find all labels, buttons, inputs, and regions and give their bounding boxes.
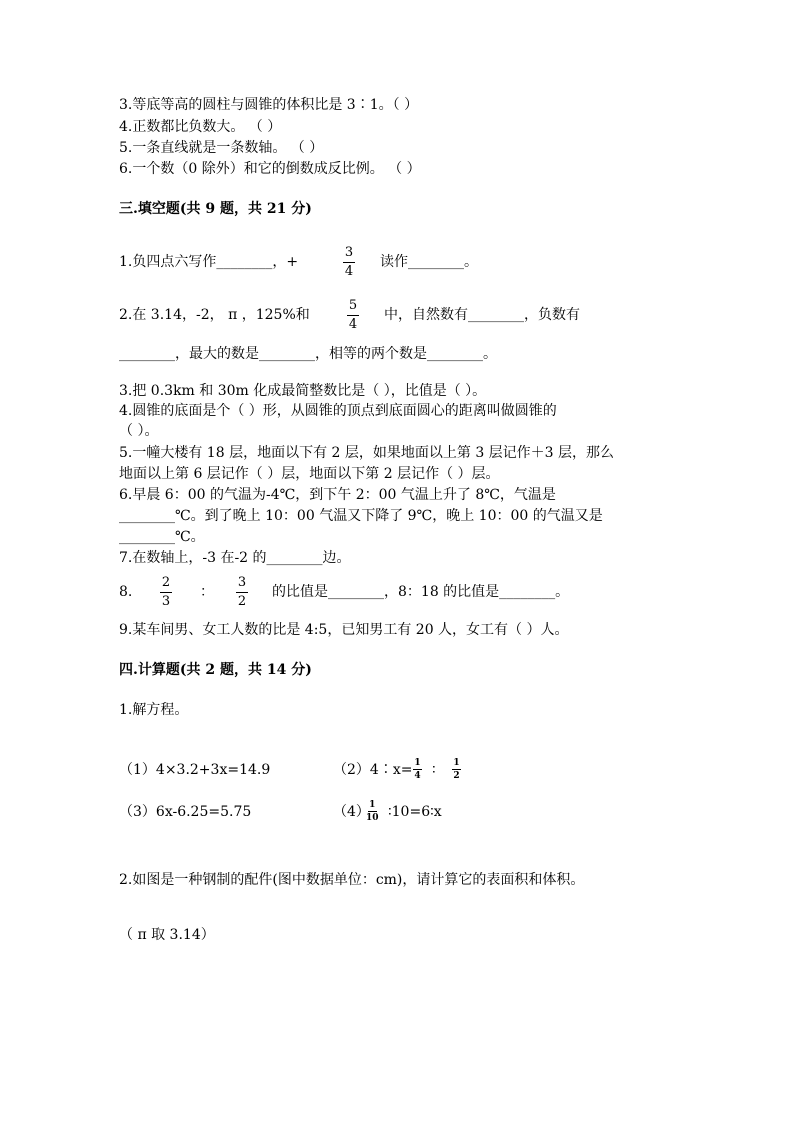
equation-2-part-a: （2）4∶x= [333,762,413,778]
fraction-1-4 [413,758,422,781]
fraction-denominator: 4 [344,264,354,279]
fill-question-1-part-a: 1.负四点六写作________，+ [119,254,299,270]
fill-question-9: 9.某车间男、女工人数的比是 4:5，已知男工有 20 人，女工有（ ）人。 [119,622,569,638]
calc-question-1: 1.解方程。 [119,702,189,718]
fraction-denominator: 2 [453,771,460,781]
fill-question-2-part-b: 中，自然数有________，负数有 [384,307,580,323]
fill-question-8-number: 8. [119,584,133,600]
fraction-numerator: 1 [369,800,376,810]
fill-question-6-line-1: 6.早晨 6：00 的气温为-4℃，到下午 2：00 气温上升了 8℃，气温是 [119,487,556,503]
fill-question-5-line-1: 5.一幢大楼有 18 层，地面以下有 2 层，如果地面以上第 3 层记作＋3 层，那么 [119,445,615,461]
fraction-bar [160,592,172,593]
judge-question-4: 4.正数都比负数大。 （ ） [119,119,282,135]
fill-question-4-line-2: （ ）。 [119,423,159,439]
fraction-bar [347,315,359,316]
fraction-bar [452,769,461,770]
fraction-numerator: 3 [344,245,354,260]
equation-4-part-b: ∶10=6∶x [388,804,442,820]
fraction-numerator: 5 [348,298,358,313]
fraction-denominator: 3 [161,594,171,609]
fraction-numerator: 2 [161,575,171,590]
fraction-numerator: 3 [237,575,247,590]
fill-question-2-part-c: ________，最大的数是________，相等的两个数是________。 [119,346,497,362]
fraction-3-2 [236,576,248,609]
fill-question-6-line-2: ________℃。到了晚上 10：00 气温又下降了 9℃，晚上 10：00 的气温又是 [119,508,603,524]
judge-question-3: 3.等底等高的圆柱与圆锥的体积比是 3∶1。（ ） [119,97,419,113]
fraction-denominator: 4 [414,771,421,781]
judge-question-6: 6.一个数（0 除外）和它的倒数成反比例。 （ ） [119,161,421,177]
fraction-1-2 [452,758,461,781]
fraction-denominator: 4 [348,317,358,332]
fill-question-6-line-3: ________℃。 [119,529,205,545]
fraction-numerator: 1 [453,758,460,768]
fill-question-2-part-a: 2.在 3.14，-2， π ，125%和 [119,307,310,323]
fraction-3-4 [343,246,355,279]
equation-3: （3）6x-6.25=5.75 [119,804,252,820]
section-4-title: 四.计算题(共 2 题，共 14 分) [119,662,312,678]
fill-question-4-line-1: 4.圆锥的底面是个（ ）形，从圆锥的顶点到底面圆心的距离叫做圆锥的 [119,403,557,419]
fraction-denominator: 2 [237,594,247,609]
fraction-1-10 [366,800,379,823]
fill-question-8-colon: ： [200,584,214,600]
fill-question-5-line-2: 地面以上第 6 层记作（ ）层，地面以下第 2 层记作（ ）层。 [119,466,500,482]
fraction-bar [368,811,377,812]
fraction-bar [343,262,355,263]
equation-2-colon: ∶ [432,762,436,778]
judge-question-5: 5.一条直线就是一条数轴。 （ ） [119,140,324,156]
fill-question-8-part-b: 的比值是________，8：18 的比值是________。 [272,584,570,600]
section-3-title: 三.填空题(共 9 题，共 21 分) [119,201,312,217]
fraction-numerator: 1 [414,758,421,768]
pi-note: （ π 取 3.14） [119,927,215,943]
fill-question-1-part-b: 读作________。 [380,254,478,270]
fill-question-7: 7.在数轴上，-3 在-2 的________边。 [119,550,351,566]
fraction-denominator: 10 [366,813,379,823]
fraction-bar [413,769,422,770]
fraction-5-4 [347,299,359,332]
fill-question-3: 3.把 0.3km 和 30m 化成最简整数比是（ ），比值是（ ）。 [119,383,487,399]
fraction-bar [236,592,248,593]
equation-4-part-a: （4） [333,804,370,820]
fraction-2-3 [160,576,172,609]
calc-question-2: 2.如图是一种钢制的配件(图中数据单位：cm)，请计算它的表面积和体积。 [119,872,585,888]
equation-1: （1）4×3.2+3x=14.9 [119,762,271,778]
